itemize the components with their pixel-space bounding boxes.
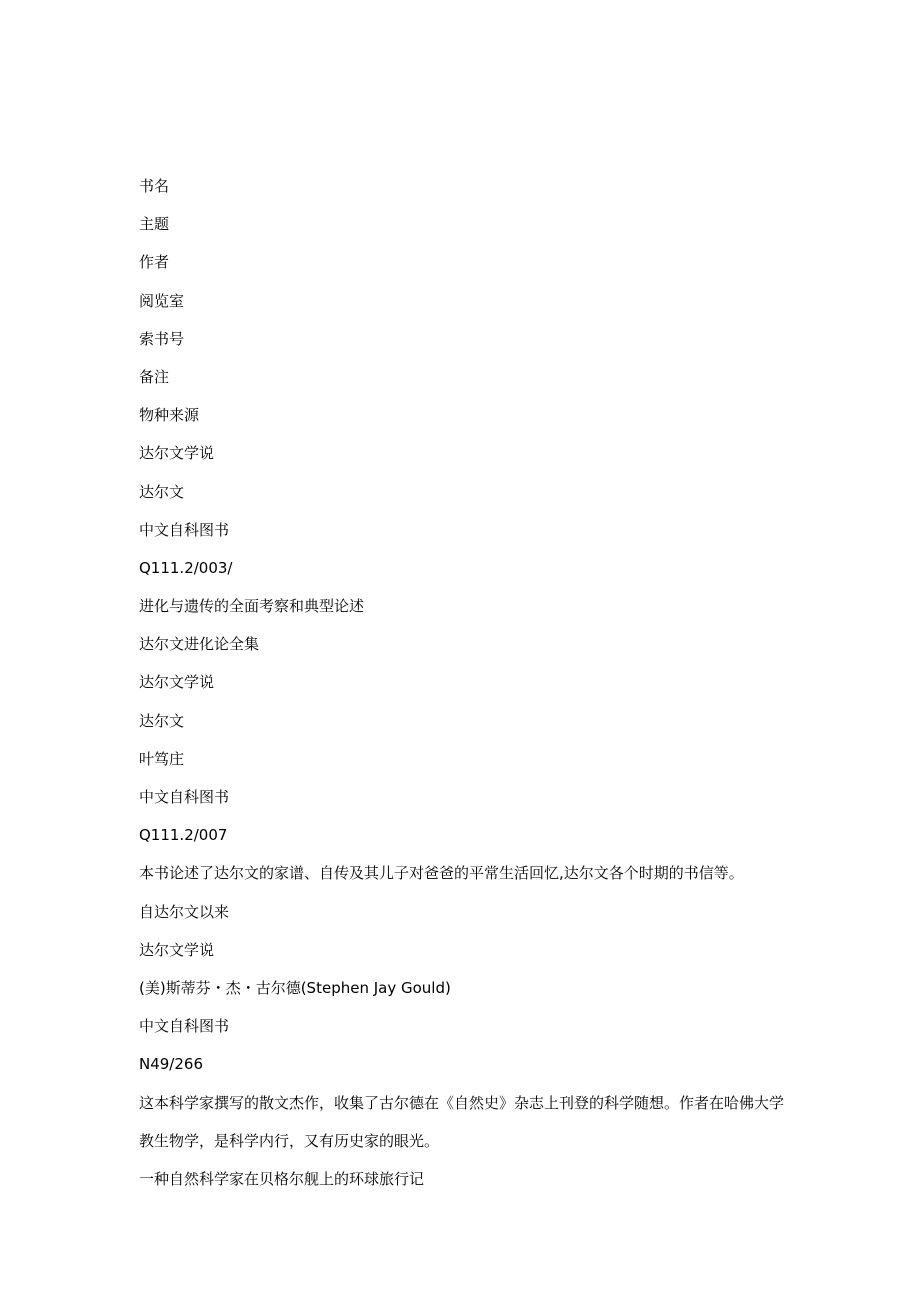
book-4-title: 一种自然科学家在贝格尔舰上的环球旅行记	[139, 1169, 425, 1188]
book-1-call-number: Q111.2/003/	[139, 558, 233, 577]
book-1-title: 物种来源	[139, 406, 200, 425]
field-label-author: 作者	[139, 253, 170, 272]
field-label-title: 书名	[139, 177, 170, 195]
book-1-reading-room: 中文自科图书	[139, 520, 230, 539]
book-2-call-number: Q111.2/007	[139, 826, 228, 845]
book-2-subject: 达尔文学说	[139, 673, 215, 692]
book-3-call-number: N49/266	[139, 1055, 203, 1074]
field-label-call-number: 索书号	[139, 329, 185, 348]
book-3-subject: 达尔文学说	[139, 940, 215, 959]
book-2-author: 达尔文	[139, 711, 185, 730]
book-1-notes: 进化与遗传的全面考察和典型论述	[139, 597, 365, 616]
book-3-reading-room: 中文自科图书	[139, 1017, 230, 1036]
book-1-subject: 达尔文学说	[139, 444, 215, 463]
field-label-notes: 备注	[139, 367, 170, 386]
book-2-reading-room: 中文自科图书	[139, 788, 230, 806]
document-body	[139, 167, 799, 1198]
field-label-subject: 主题	[139, 215, 170, 234]
book-3-notes: 这本科学家撰写的散文杰作，收集了古尔德在《自然史》杂志上刊登的科学随想。作者在哈佛大学教生物学，是科学内行，又有历史家的眼光。	[139, 1093, 785, 1150]
book-2-notes: 本书论述了达尔文的家谱、自传及其儿子对爸爸的平常生活回忆,达尔文各个时期的书信等。	[139, 864, 744, 883]
book-2-translator: 叶笃庄	[139, 749, 185, 768]
book-1-author: 达尔文	[139, 482, 185, 501]
field-label-reading-room: 阅览室	[139, 291, 185, 310]
book-3-author: (美)斯蒂芬・杰・古尔德(Stephen Jay Gould)	[139, 978, 451, 997]
book-3-title: 自达尔文以来	[139, 902, 230, 921]
book-2-title: 达尔文进化论全集	[139, 635, 260, 654]
